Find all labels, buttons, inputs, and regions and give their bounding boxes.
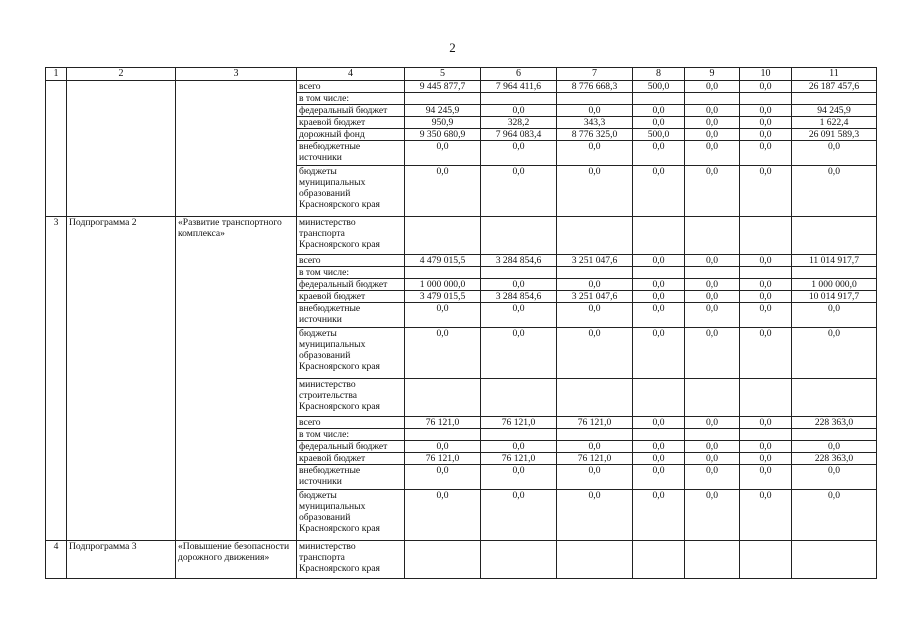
value-cell: 94 245,9 xyxy=(405,105,481,117)
value-cell xyxy=(405,93,481,105)
source-label-cell: внебюджетные источники xyxy=(297,465,405,490)
source-label-cell: всего xyxy=(297,81,405,93)
value-cell: 0,0 xyxy=(557,141,633,166)
value-cell xyxy=(481,541,557,579)
value-cell: 0,0 xyxy=(740,417,792,429)
source-label-cell: в том числе: xyxy=(297,267,405,279)
value-cell: 0,0 xyxy=(740,279,792,291)
value-cell: 0,0 xyxy=(740,291,792,303)
value-cell: 0,0 xyxy=(633,291,685,303)
value-cell: 0,0 xyxy=(740,328,792,379)
value-cell: 0,0 xyxy=(792,490,877,541)
page-number: 2 xyxy=(449,40,456,55)
value-cell: 10 014 917,7 xyxy=(792,291,877,303)
value-cell: 7 964 411,6 xyxy=(481,81,557,93)
value-cell: 0,0 xyxy=(557,105,633,117)
subprogram-title-cell xyxy=(176,81,297,217)
value-cell: 0,0 xyxy=(405,490,481,541)
value-cell xyxy=(557,217,633,255)
value-cell: 0,0 xyxy=(740,105,792,117)
value-cell xyxy=(557,93,633,105)
value-cell: 0,0 xyxy=(633,490,685,541)
value-cell: 0,0 xyxy=(792,141,877,166)
value-cell: 0,0 xyxy=(740,490,792,541)
value-cell: 0,0 xyxy=(633,328,685,379)
source-label-cell: бюджеты муниципальных образований Красноярского края xyxy=(297,166,405,217)
value-cell: 0,0 xyxy=(740,141,792,166)
value-cell: 1 000 000,0 xyxy=(405,279,481,291)
value-cell: 0,0 xyxy=(633,117,685,129)
value-cell: 0,0 xyxy=(740,441,792,453)
source-label-cell: внебюджетные источники xyxy=(297,303,405,328)
value-cell: 0,0 xyxy=(405,166,481,217)
row-number-cell xyxy=(46,81,67,217)
value-cell: 0,0 xyxy=(740,129,792,141)
value-cell: 76 121,0 xyxy=(557,453,633,465)
value-cell: 0,0 xyxy=(481,490,557,541)
subprogram-title-cell: «Повышение безопасности дорожного движения» xyxy=(176,541,297,579)
subprogram-title-cell: «Развитие транспортного комплекса» xyxy=(176,217,297,541)
table-row xyxy=(46,541,877,579)
value-cell: 0,0 xyxy=(557,328,633,379)
source-label-cell: в том числе: xyxy=(297,429,405,441)
value-cell: 0,0 xyxy=(685,166,740,217)
value-cell: 0,0 xyxy=(557,441,633,453)
value-cell xyxy=(792,379,877,417)
value-cell: 0,0 xyxy=(481,328,557,379)
value-cell: 0,0 xyxy=(685,141,740,166)
value-cell: 328,2 xyxy=(481,117,557,129)
value-cell xyxy=(740,217,792,255)
subprogram-name-cell xyxy=(67,81,176,217)
value-cell: 0,0 xyxy=(740,166,792,217)
value-cell xyxy=(740,93,792,105)
value-cell: 9 445 877,7 xyxy=(405,81,481,93)
value-cell: 0,0 xyxy=(633,441,685,453)
value-cell xyxy=(405,379,481,417)
value-cell: 0,0 xyxy=(685,105,740,117)
row-number-cell: 4 xyxy=(46,541,67,579)
source-label-cell: краевой бюджет xyxy=(297,291,405,303)
source-label-cell: министерство транспорта Красноярского края xyxy=(297,217,405,255)
value-cell: 0,0 xyxy=(633,417,685,429)
value-cell xyxy=(685,93,740,105)
header-cell: 8 xyxy=(633,68,685,81)
value-cell: 0,0 xyxy=(405,141,481,166)
value-cell xyxy=(481,267,557,279)
value-cell: 228 363,0 xyxy=(792,417,877,429)
table-header-row xyxy=(46,68,877,81)
value-cell: 0,0 xyxy=(405,441,481,453)
value-cell: 76 121,0 xyxy=(405,417,481,429)
value-cell: 76 121,0 xyxy=(481,453,557,465)
value-cell xyxy=(405,429,481,441)
value-cell: 0,0 xyxy=(740,255,792,267)
value-cell xyxy=(405,541,481,579)
source-label-cell: дорожный фонд xyxy=(297,129,405,141)
value-cell: 8 776 668,3 xyxy=(557,81,633,93)
value-cell: 228 363,0 xyxy=(792,453,877,465)
value-cell: 0,0 xyxy=(685,328,740,379)
value-cell xyxy=(685,379,740,417)
value-cell xyxy=(481,379,557,417)
header-cell: 5 xyxy=(405,68,481,81)
value-cell xyxy=(740,379,792,417)
value-cell xyxy=(481,217,557,255)
value-cell: 0,0 xyxy=(481,303,557,328)
header-cell: 4 xyxy=(297,68,405,81)
value-cell xyxy=(481,429,557,441)
header-cell: 7 xyxy=(557,68,633,81)
header-cell: 9 xyxy=(685,68,740,81)
value-cell: 0,0 xyxy=(740,303,792,328)
value-cell: 0,0 xyxy=(633,105,685,117)
value-cell xyxy=(740,267,792,279)
header-cell: 2 xyxy=(67,68,176,81)
source-label-cell: бюджеты муниципальных образований Красноярского края xyxy=(297,490,405,541)
value-cell: 1 000 000,0 xyxy=(792,279,877,291)
source-label-cell: министерство транспорта Красноярского края xyxy=(297,541,405,579)
value-cell xyxy=(685,541,740,579)
value-cell: 0,0 xyxy=(633,255,685,267)
value-cell: 11 014 917,7 xyxy=(792,255,877,267)
value-cell: 500,0 xyxy=(633,129,685,141)
value-cell xyxy=(792,93,877,105)
value-cell: 0,0 xyxy=(740,453,792,465)
value-cell xyxy=(557,429,633,441)
value-cell: 0,0 xyxy=(740,465,792,490)
value-cell: 76 121,0 xyxy=(481,417,557,429)
source-label-cell: всего xyxy=(297,255,405,267)
value-cell: 0,0 xyxy=(557,490,633,541)
value-cell: 0,0 xyxy=(481,166,557,217)
source-label-cell: федеральный бюджет xyxy=(297,279,405,291)
value-cell: 0,0 xyxy=(792,328,877,379)
value-cell: 3 284 854,6 xyxy=(481,255,557,267)
value-cell xyxy=(557,379,633,417)
value-cell xyxy=(740,429,792,441)
source-label-cell: в том числе: xyxy=(297,93,405,105)
value-cell: 0,0 xyxy=(685,117,740,129)
value-cell xyxy=(792,541,877,579)
value-cell xyxy=(792,267,877,279)
value-cell: 0,0 xyxy=(481,441,557,453)
header-cell: 6 xyxy=(481,68,557,81)
value-cell: 0,0 xyxy=(481,141,557,166)
value-cell xyxy=(633,267,685,279)
value-cell: 0,0 xyxy=(685,129,740,141)
value-cell: 0,0 xyxy=(685,453,740,465)
source-label-cell: краевой бюджет xyxy=(297,453,405,465)
value-cell: 8 776 325,0 xyxy=(557,129,633,141)
value-cell: 0,0 xyxy=(685,417,740,429)
value-cell: 9 350 680,9 xyxy=(405,129,481,141)
value-cell: 0,0 xyxy=(792,303,877,328)
value-cell: 0,0 xyxy=(405,465,481,490)
value-cell: 0,0 xyxy=(740,81,792,93)
value-cell xyxy=(557,267,633,279)
source-label-cell: федеральный бюджет xyxy=(297,105,405,117)
value-cell: 3 479 015,5 xyxy=(405,291,481,303)
value-cell: 26 187 457,6 xyxy=(792,81,877,93)
value-cell: 7 964 083,4 xyxy=(481,129,557,141)
source-label-cell: всего xyxy=(297,417,405,429)
value-cell: 0,0 xyxy=(685,291,740,303)
value-cell: 0,0 xyxy=(633,279,685,291)
budget-table xyxy=(45,67,877,579)
value-cell: 0,0 xyxy=(685,303,740,328)
value-cell xyxy=(633,379,685,417)
value-cell: 0,0 xyxy=(481,279,557,291)
value-cell: 0,0 xyxy=(557,279,633,291)
table-body xyxy=(46,68,877,579)
value-cell: 26 091 589,3 xyxy=(792,129,877,141)
value-cell: 0,0 xyxy=(792,465,877,490)
value-cell xyxy=(685,429,740,441)
source-label-cell: внебюджетные источники xyxy=(297,141,405,166)
value-cell xyxy=(405,267,481,279)
value-cell xyxy=(557,541,633,579)
value-cell: 0,0 xyxy=(557,465,633,490)
table-row xyxy=(46,81,877,93)
source-label-cell: бюджеты муниципальных образований Красноярского края xyxy=(297,328,405,379)
value-cell xyxy=(792,217,877,255)
subprogram-name-cell: Подпрограмма 2 xyxy=(67,217,176,541)
source-label-cell: федеральный бюджет xyxy=(297,441,405,453)
value-cell: 76 121,0 xyxy=(405,453,481,465)
header-cell: 11 xyxy=(792,68,877,81)
value-cell: 0,0 xyxy=(405,328,481,379)
value-cell: 3 251 047,6 xyxy=(557,291,633,303)
value-cell: 343,3 xyxy=(557,117,633,129)
value-cell: 3 284 854,6 xyxy=(481,291,557,303)
value-cell: 0,0 xyxy=(405,303,481,328)
value-cell: 94 245,9 xyxy=(792,105,877,117)
value-cell xyxy=(481,93,557,105)
value-cell: 0,0 xyxy=(633,453,685,465)
value-cell: 0,0 xyxy=(633,465,685,490)
value-cell xyxy=(792,429,877,441)
header-cell: 3 xyxy=(176,68,297,81)
value-cell: 0,0 xyxy=(481,105,557,117)
value-cell: 950,9 xyxy=(405,117,481,129)
value-cell: 0,0 xyxy=(481,465,557,490)
value-cell xyxy=(685,217,740,255)
source-label-cell: министерство строительства Красноярского края xyxy=(297,379,405,417)
value-cell xyxy=(633,429,685,441)
value-cell: 0,0 xyxy=(792,441,877,453)
value-cell: 0,0 xyxy=(685,255,740,267)
value-cell xyxy=(633,217,685,255)
value-cell xyxy=(633,541,685,579)
value-cell: 4 479 015,5 xyxy=(405,255,481,267)
value-cell: 0,0 xyxy=(557,303,633,328)
header-cell: 10 xyxy=(740,68,792,81)
value-cell: 0,0 xyxy=(685,279,740,291)
row-number-cell: 3 xyxy=(46,217,67,541)
value-cell xyxy=(685,267,740,279)
value-cell xyxy=(633,93,685,105)
value-cell: 0,0 xyxy=(633,166,685,217)
value-cell: 76 121,0 xyxy=(557,417,633,429)
value-cell: 0,0 xyxy=(685,465,740,490)
header-cell: 1 xyxy=(46,68,67,81)
value-cell: 500,0 xyxy=(633,81,685,93)
source-label-cell: краевой бюджет xyxy=(297,117,405,129)
subprogram-name-cell: Подпрограмма 3 xyxy=(67,541,176,579)
value-cell: 3 251 047,6 xyxy=(557,255,633,267)
value-cell: 0,0 xyxy=(685,490,740,541)
value-cell xyxy=(740,541,792,579)
value-cell: 0,0 xyxy=(633,141,685,166)
value-cell: 0,0 xyxy=(740,117,792,129)
value-cell: 1 622,4 xyxy=(792,117,877,129)
table-row xyxy=(46,217,877,255)
value-cell: 0,0 xyxy=(557,166,633,217)
value-cell xyxy=(405,217,481,255)
value-cell: 0,0 xyxy=(633,303,685,328)
value-cell: 0,0 xyxy=(685,441,740,453)
value-cell: 0,0 xyxy=(792,166,877,217)
value-cell: 0,0 xyxy=(685,81,740,93)
